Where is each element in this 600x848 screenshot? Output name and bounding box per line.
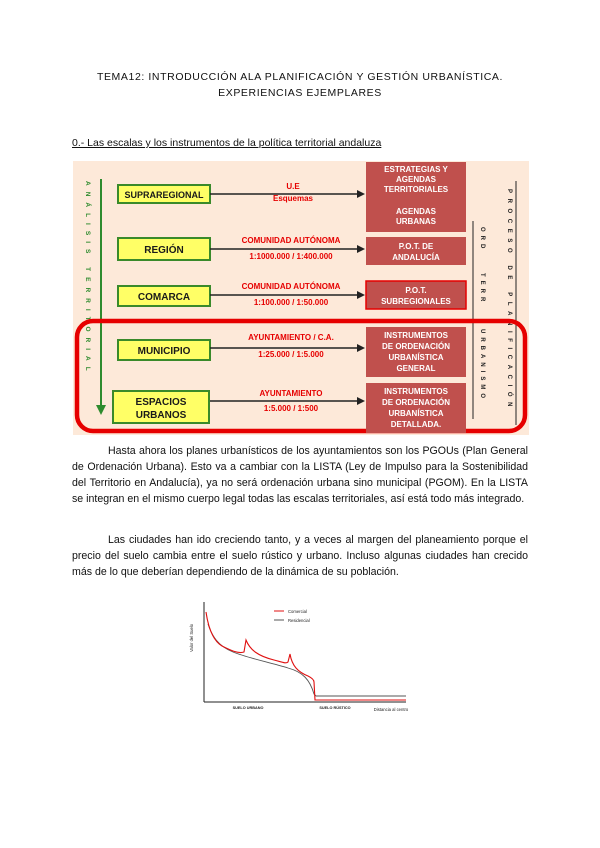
instrument-municipio-l2: DE ORDENACIÓN [381,342,451,351]
level-body2-espacios-urbanos: 1:5.000 / 1:500 [263,404,319,413]
arrow-head-municipio [357,344,365,352]
instrument-supraregional-l2: AGENDAS [395,175,437,184]
mid-label-ord: ORD [479,227,485,253]
section-heading: 0.- Las escalas y los instrumentos de la política territorial andaluza [72,137,382,149]
level-body2-region: 1:1000.000 / 1:400.000 [249,252,333,261]
level-body1-espacios-urbanos: AYUNTAMIENTO [259,389,323,398]
instrument-espacios-l3: URBANÍSTICA [388,409,444,418]
instrument-espacios-l4: DETALLADA. [390,420,442,429]
document-title-line1: TEMA12: INTRODUCCIÓN ALA PLANIFICACIÓN Y GESTIÓN URBANÍSTICA. [96,71,504,83]
instrument-espacios-l1: INSTRUMENTOS [384,387,448,396]
instrument-municipio-l4: GENERAL [396,364,436,373]
graph-y-axis-label: Valor del Suelo [189,623,194,653]
instrument-municipio-l1: INSTRUMENTOS [384,331,448,340]
right-vertical-label: PROCESO DE PLANIFICACIÓN [506,189,512,413]
paragraph-2: Las ciudades han ido creciendo tanto, y a veces al margen del planeamiento porque el precio del suelo cambia entre el suelo rústico y urbano. Incluso algunas ciudades han crecido más de lo que deberían dependiendo de la dinámica de su población. [72,534,528,578]
mid-label-urbanismo: URBANISMO [479,329,485,402]
level-body1-municipio: AYUNTAMIENTO / C.A. [248,333,334,342]
instrument-comarca-l1: P.O.T. [405,286,427,295]
level-label-region: REGIÓN [144,245,184,256]
level-body1-region: COMUNIDAD AUTÓNOMA [241,236,341,245]
graph-tick-suelo-rustico: SUELO RÚSTICO [319,706,351,710]
instrument-region-l1: P.O.T. DE [398,242,434,251]
mid-label-terr: TERR [479,273,485,306]
commercial-curve [206,612,406,700]
instrument-comarca-l2: SUBREGIONALES [381,297,451,306]
level-body2-comarca: 1:100.000 / 1:50.000 [253,298,329,307]
analysis-arrow-head [96,405,106,415]
arrow-head-supraregional [357,190,365,198]
graph-tick-suelo-urbano: SUELO URBANO [232,706,264,710]
document-title-line2: EXPERIENCIAS EJEMPLARES [218,87,382,99]
level-body1-supraregional: U.E [286,182,300,191]
territorial-scales-diagram [73,161,529,435]
left-vertical-label: ANÁLISIS TERRITORIAL [84,181,91,377]
instrument-supraregional-l5: AGENDAS [395,207,437,216]
residential-curve [208,624,406,696]
instrument-espacios-l2: DE ORDENACIÓN [381,398,451,407]
arrow-head-espacios-urbanos [357,397,365,405]
legend-label-residencial: Residencial [288,618,310,623]
level-label-municipio: MUNICIPIO [137,346,191,357]
level-body2-municipio: 1:25.000 / 1:5.000 [258,350,324,359]
paragraph-1: Hasta ahora los planes urbanísticos de los ayuntamientos son los PGOUs (Plan General de Ordenación Urbana). Esto va a cambiar con la LISTA (Ley de Impulso para la Sostenibilidad del Territorio en Andalucía), ya no será ordenación urbana sino municipal (PGOM). En la LISTA se integran en el mismo cuerpo legal todas las escalas territoriales, así está todo más integrado. [72,445,528,505]
arrow-head-comarca [357,291,365,299]
land-value-graph-svg [178,596,422,718]
instrument-supraregional-l6: URBANAS [396,217,436,226]
graph-x-axis-label: Distancia al centro [373,707,409,712]
level-label-comarca: COMARCA [137,292,191,303]
instrument-municipio-l3: URBANÍSTICA [388,353,444,362]
level-body1-comarca: COMUNIDAD AUTÓNOMA [241,282,341,291]
legend-label-comercial: Comercial [288,609,307,614]
level-label-supraregional: SUPRAREGIONAL [124,190,204,200]
level-body2-supraregional: Esquemas [272,194,314,203]
instrument-supraregional-l1: ESTRATEGIAS Y [384,165,448,174]
instrument-region-l2: ANDALUCÍA [392,253,440,262]
level-label-espacios-l2: URBANOS [135,410,187,421]
diagram-svg [73,161,529,435]
instrument-supraregional-l3: TERRITORIALES [383,185,449,194]
arrow-head-region [357,245,365,253]
land-value-graph [178,596,422,718]
level-label-espacios-l1: ESPACIOS [135,397,187,408]
